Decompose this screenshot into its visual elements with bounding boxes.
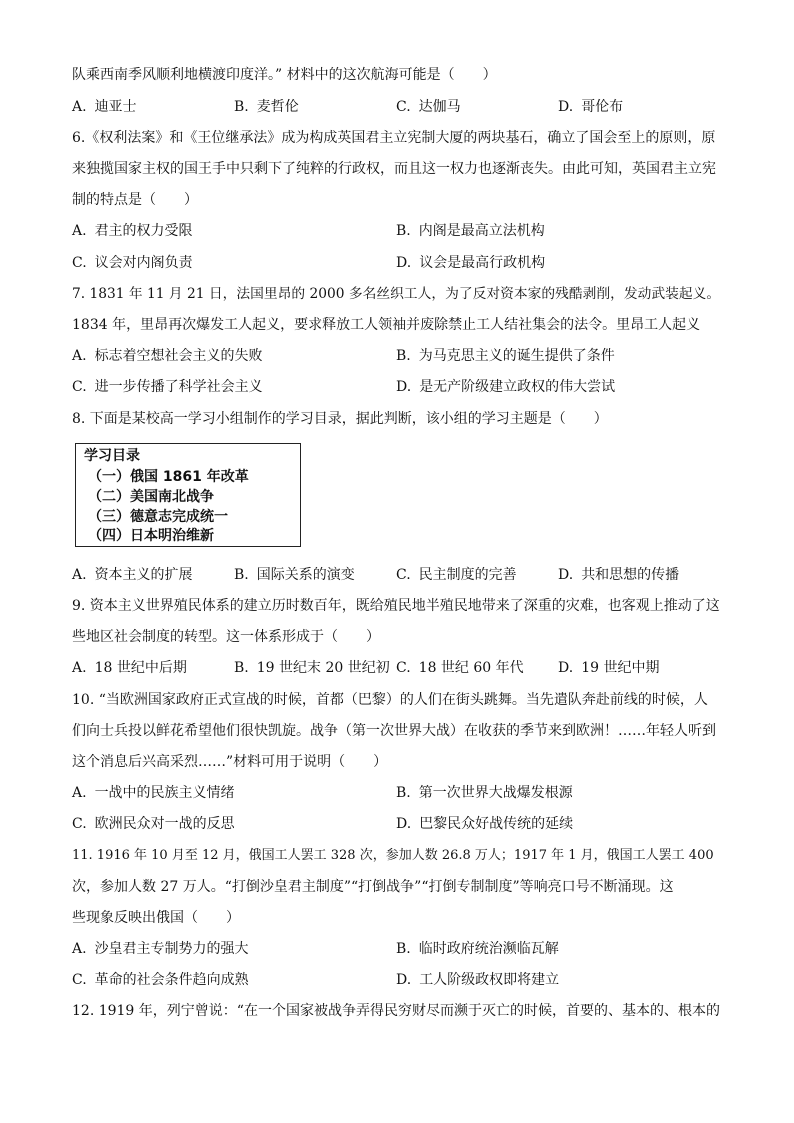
q11-option-d[interactable] [396, 970, 559, 990]
option-label: A. [72, 99, 87, 115]
q6-stem-line2: 来独揽国家主权的国王手中只剩下了纯粹的行政权，而且这一权力也逐渐丧失。由此可知，英国君主立宪 [72, 161, 716, 177]
q8-option-c[interactable] [396, 565, 517, 585]
option-text: 欧洲民众对一战的反思 [94, 816, 235, 832]
option-text: 议会是最高行政机构 [419, 255, 546, 271]
catalog-item: （三）德意志完成统一 [88, 509, 228, 525]
option-text: 18 世纪 60 年代 [418, 660, 524, 676]
q11-option-b[interactable] [396, 939, 559, 959]
option-label: D. [396, 816, 412, 832]
q10-option-d[interactable] [396, 814, 573, 834]
q10-option-a[interactable] [72, 783, 235, 803]
q5-option-a[interactable] [72, 97, 137, 117]
option-label: A. [72, 348, 87, 364]
q6-option-d[interactable] [396, 253, 545, 273]
q7-option-d[interactable] [396, 377, 615, 397]
option-text: 哥伦布 [581, 99, 624, 115]
option-label: A. [72, 567, 87, 583]
option-label: B. [396, 785, 411, 801]
catalog-title: 学习目录 [84, 448, 140, 464]
q6-stem-line3: 制的特点是（ ） [72, 192, 198, 208]
option-text: 第一次世界大战爆发根源 [418, 785, 573, 801]
option-text: 内阁是最高立法机构 [418, 223, 545, 239]
option-label: D. [396, 379, 412, 395]
q7-option-c[interactable] [72, 377, 263, 397]
q9-option-d[interactable] [558, 658, 659, 678]
option-text: 民主制度的完善 [418, 567, 517, 583]
q12-stem-line1: 12. 1919 年，列宁曾说：“在一个国家被战争弄得民穷财尽而濒于灭亡的时候，首要的、基本的、根本的 [72, 1003, 720, 1019]
q9-option-a[interactable] [72, 658, 187, 678]
option-label: B. [396, 941, 411, 957]
q5-option-c[interactable] [396, 97, 461, 117]
q5-option-b[interactable] [234, 97, 299, 117]
option-text: 沙皇君主专制势力的强大 [94, 941, 249, 957]
option-text: 进一步传播了科学社会主义 [94, 379, 263, 395]
option-label: B. [234, 99, 249, 115]
option-label: D. [558, 660, 574, 676]
q7-stem-line1: 7. 1831 年 11 月 21 日，法国里昂的 2000 多名丝织工人，为了反对资本家的残酷剥削，发动武装起义。 [72, 286, 721, 302]
option-label: C. [72, 379, 87, 395]
q10-stem-line3: 这个消息后兴高采烈……”材料可用于说明（ ） [72, 754, 388, 770]
q6-stem-line1: 6.《权利法案》和《王位继承法》成为构成英国君主立宪制大厦的两块基石，确立了国会至上的原则，原 [72, 130, 716, 146]
catalog-item: （四）日本明治维新 [88, 528, 214, 544]
q7-stem-line2: 1834 年，里昂再次爆发工人起义，要求释放工人领袖并废除禁止工人结社集会的法令。里昂工人起义 [72, 317, 701, 333]
option-text: 是无产阶级建立政权的伟大尝试 [419, 379, 616, 395]
option-text: 麦哲伦 [256, 99, 299, 115]
q10-stem-line1: 10. “当欧洲国家政府正式宣战的时候，首都（巴黎）的人们在街头跳舞。当先遣队奔赴前线的时候，人 [72, 692, 708, 708]
q6-option-a[interactable] [72, 221, 193, 241]
q5-stem: 队乘西南季风顺利地横渡印度洋。” 材料中的这次航海可能是（ ） [72, 67, 497, 83]
option-label: C. [396, 567, 411, 583]
q9-stem-line1: 9. 资本主义世界殖民体系的建立历时数百年，既给殖民地半殖民地带来了深重的灾难，也客观上推动了这 [72, 598, 720, 614]
option-label: A. [72, 223, 87, 239]
option-label: D. [396, 972, 412, 988]
option-text: 议会对内阁负责 [94, 255, 193, 271]
q11-stem-line2: 次，参加人数 27 万人。“打倒沙皇君主制度”“打倒战争”“打倒专制制度”等响亮口号不断涌现。这 [72, 879, 674, 895]
q11-stem-line3: 些现象反映出俄国（ ） [72, 910, 240, 926]
q9-option-b[interactable] [234, 658, 390, 678]
option-text: 资本主义的扩展 [94, 567, 193, 583]
option-text: 君主的权力受限 [94, 223, 193, 239]
option-label: D. [558, 567, 574, 583]
q9-option-c[interactable] [396, 658, 524, 678]
option-text: 临时政府统治濒临瓦解 [418, 941, 559, 957]
option-label: C. [72, 972, 87, 988]
option-text: 共和思想的传播 [581, 567, 680, 583]
option-text: 为马克思主义的诞生提供了条件 [418, 348, 615, 364]
option-label: B. [396, 223, 411, 239]
q8-option-a[interactable] [72, 565, 193, 585]
option-label: B. [234, 567, 249, 583]
option-text: 巴黎民众好战传统的延续 [419, 816, 574, 832]
q10-stem-line2: 们向士兵投以鲜花希望他们很快凯旋。战争（第一次世界大战）在收获的季节来到欧洲！……年轻人听到 [72, 723, 716, 739]
q8-option-d[interactable] [558, 565, 679, 585]
option-label: A. [72, 660, 87, 676]
catalog-item: （二）美国南北战争 [88, 489, 214, 505]
q10-option-c[interactable] [72, 814, 235, 834]
option-text: 19 世纪中期 [581, 660, 660, 676]
option-text: 标志着空想社会主义的失败 [94, 348, 263, 364]
q10-option-b[interactable] [396, 783, 573, 803]
option-label: C. [396, 99, 411, 115]
q7-option-a[interactable] [72, 346, 263, 366]
option-text: 一战中的民族主义情绪 [94, 785, 235, 801]
q8-stem-line1: 8. 下面是某校高一学习小组制作的学习目录，据此判断，该小组的学习主题是（ ） [72, 411, 608, 427]
option-label: B. [234, 660, 249, 676]
option-text: 18 世纪中后期 [94, 660, 187, 676]
q11-stem-line1: 11. 1916 年 10 月至 12 月，俄国工人罢工 328 次，参加人数 26.8 万人；1917 年 1 月，俄国工人罢工 400 [72, 848, 714, 863]
option-text: 国际关系的演变 [256, 567, 355, 583]
q7-option-b[interactable] [396, 346, 615, 366]
option-label: C. [72, 255, 87, 271]
q6-option-c[interactable] [72, 253, 193, 273]
option-text: 工人阶级政权即将建立 [419, 972, 560, 988]
option-text: 19 世纪末 20 世纪初 [256, 660, 390, 676]
option-label: C. [72, 816, 87, 832]
q9-stem-line2: 些地区社会制度的转型。这一体系形成于（ ） [72, 629, 380, 645]
option-label: C. [396, 660, 411, 676]
q11-option-a[interactable] [72, 939, 249, 959]
catalog-item: （一）俄国 1861 年改革 [88, 469, 249, 485]
option-label: B. [396, 348, 411, 364]
option-text: 达伽马 [418, 99, 461, 115]
q8-option-b[interactable] [234, 565, 355, 585]
option-label: D. [558, 99, 574, 115]
q6-option-b[interactable] [396, 221, 545, 241]
option-text: 迪亚士 [94, 99, 137, 115]
study-catalog-box [75, 443, 301, 547]
q5-option-d[interactable] [558, 97, 623, 117]
option-text: 革命的社会条件趋向成熟 [94, 972, 249, 988]
q11-option-c[interactable] [72, 970, 249, 990]
option-label: D. [396, 255, 412, 271]
option-label: A. [72, 941, 87, 957]
option-label: A. [72, 785, 87, 801]
